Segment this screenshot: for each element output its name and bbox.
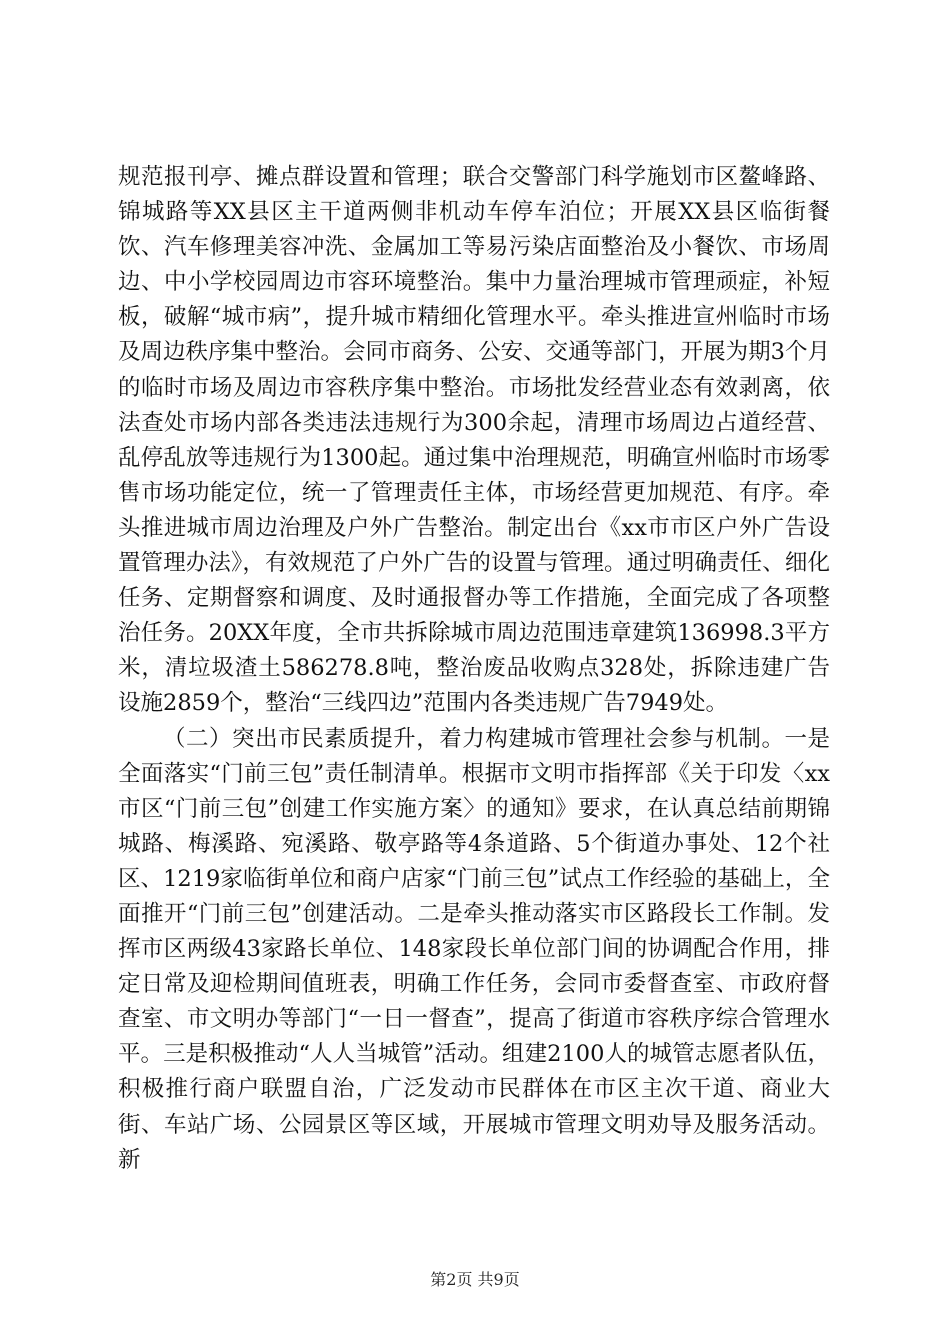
paragraph-1: 规范报刊亭、摊点群设置和管理；联合交警部门科学施划市区鳌峰路、锦城路等XX县区主干道两侧非机动车停车泊位；开展XX县区临街餐饮、汽车修理美容冲洗、金属加工等易污染店面整治及小餐饮、市场周边、中小学校园周边市容环境整治。集中力量治理城市管理顽症，补短板，破解“城市病”，提升城市精细化管理水平。牵头推进宣州临时市场及周边秩序集中整治。会同市商务、公安、交通等部门，开展为期3个月的临时市场及周边市容秩序集中整治。市场批发经营业态有效剥离，依法查处市场内部各类违法违规行为300余起，清理市场周边占道经营、乱停乱放等违规行为1300起。通过集中治理规范，明确宣州临时市场零售市场功能定位，统一了管理责任主体，市场经营更加规范、有序。牵头推进城市周边治理及户外广告整治。制定出台《xx市市区户外广告设置管理办法》，有效规范了户外广告的设置与管理。通过明确责任、细化任务、定期督察和调度、及时通报督办等工作措施，全面完成了各项整治任务。20XX年度，全市共拆除城市周边范围违章建筑136998.3平方米，清垃圾渣土586278.8吨，整治废品收购点328处，拆除违建广告设施2859个，整治“三线四边”范围内各类违规广告7949处。 bbox=[118, 164, 830, 717]
paragraph-2: （二）突出市民素质提升，着力构建城市管理社会参与机制。一是全面落实“门前三包”责任制清单。根据市文明市指挥部《关于印发〈xx市区“门前三包”创建工作实施方案〉的通知》要求，在认真总结前期锦城路、梅溪路、宛溪路、敬亭路等4条道路、5个街道办事处、12个社区、1219家临街单位和商户店家“门前三包”试点工作经验的基础上，全面推开“门前三包”创建活动。二是牵头推动落实市区路段长工作制。发挥市区两级43家路长单位、148家段长单位部门间的协调配合作用，排定日常及迎检期间值班表，明确工作任务，会同市委督查室、市政府督查室、市文明办等部门“一日一督查”，提高了街道市容秩序综合管理水平。三是积极推动“人人当城管”活动。组建2100人的城管志愿者队伍，积极推行商户联盟自治，广泛发动市民群体在市区主次干道、商业大街、车站广场、公园景区等区域，开展城市管理文明劝导及服务活动。新 bbox=[118, 725, 830, 1173]
document-body bbox=[118, 160, 830, 1178]
page-number-footer: 第2页 共9页 bbox=[430, 1270, 520, 1289]
